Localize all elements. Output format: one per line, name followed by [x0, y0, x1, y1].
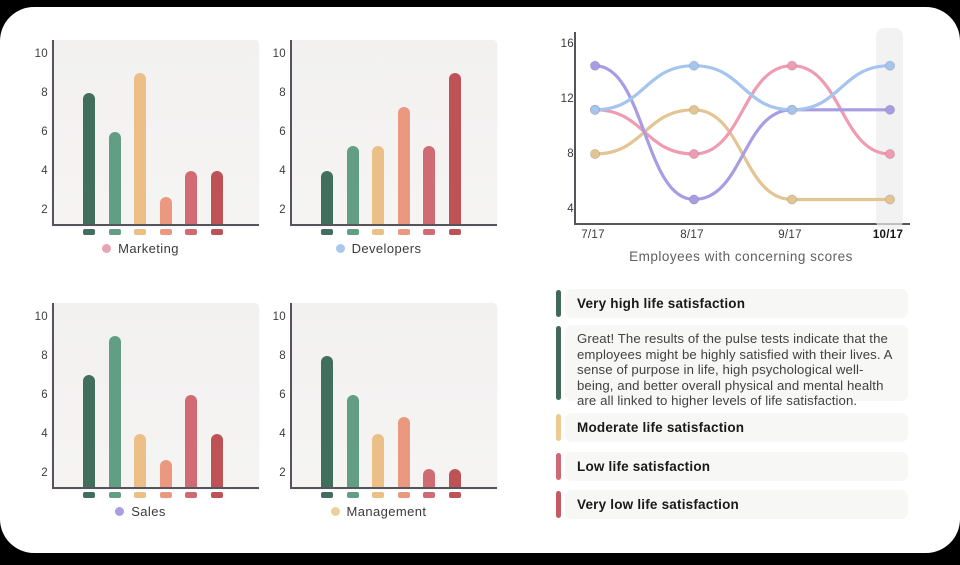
sales-bar-6[interactable] — [211, 434, 223, 487]
sales-bar-foot-6 — [211, 492, 223, 498]
sales-legend-label: Sales — [131, 504, 166, 519]
low-accent-bar — [556, 453, 561, 480]
y-axis-tick-10: 10 — [34, 310, 48, 323]
developers-bar-feet — [292, 229, 497, 235]
y-axis-tick-4: 4 — [279, 428, 286, 441]
management-bar-4[interactable] — [398, 417, 410, 487]
moderate-satisfaction-row — [556, 413, 908, 442]
y-axis-tick-6: 6 — [279, 126, 286, 138]
line-x-label-7-17: 7/17 — [581, 229, 605, 241]
developers-legend-label: Developers — [351, 241, 422, 256]
management-bar-foot-4 — [398, 492, 410, 498]
y-axis-tick-4: 4 — [279, 165, 286, 178]
sales-point-7-17[interactable] — [590, 61, 599, 70]
developers-bar-1[interactable] — [321, 171, 333, 224]
y-axis-tick-2: 2 — [279, 467, 286, 480]
sales-point-8-17[interactable] — [689, 195, 698, 204]
developers-bar-foot-4 — [398, 229, 410, 235]
marketing-bar-chart[interactable] — [20, 40, 261, 270]
marketing-bar-5[interactable] — [185, 171, 197, 224]
developers-point-7-17[interactable] — [590, 105, 599, 114]
satisfaction-description-row — [556, 325, 908, 409]
management-point-8-17[interactable] — [689, 105, 698, 114]
management-point-10-17[interactable] — [885, 195, 894, 204]
marketing-bar-2[interactable] — [109, 132, 121, 224]
y-axis-tick-8: 8 — [41, 86, 48, 99]
marketing-plot-area[interactable] — [52, 40, 259, 226]
marketing-bar-foot-6 — [211, 229, 223, 235]
y-axis-tick-2: 2 — [41, 204, 48, 217]
sales-bar-foot-3 — [134, 492, 146, 498]
y-axis-tick-8: 8 — [279, 349, 286, 362]
marketing-bar-foot-5 — [185, 229, 197, 235]
management-bar-feet — [292, 492, 497, 498]
y-axis-tick-4: 4 — [41, 165, 48, 178]
management-bar-foot-3 — [372, 492, 384, 498]
y-axis-tick-10: 10 — [272, 47, 286, 60]
developers-legend-dot — [336, 244, 345, 253]
description-accent-bar — [556, 326, 561, 400]
developers-point-9-17[interactable] — [787, 105, 796, 114]
management-bar-foot-5 — [423, 492, 435, 498]
very-high-accent-bar — [556, 290, 561, 317]
marketing-bar-foot-4 — [160, 229, 172, 235]
low-satisfaction-label: Low life satisfaction — [577, 459, 711, 474]
sales-bar-foot-5 — [185, 492, 197, 498]
very-high-satisfaction-row — [556, 289, 908, 318]
y-axis-tick-10: 10 — [34, 47, 48, 60]
marketing-bar-1[interactable] — [83, 93, 95, 224]
management-bar-2[interactable] — [347, 395, 359, 487]
y-axis-tick-4: 4 — [41, 428, 48, 441]
sales-point-10-17[interactable] — [885, 105, 894, 114]
sales-plot-area[interactable] — [52, 303, 259, 489]
line-y-tick-12: 12 — [560, 92, 574, 105]
marketing-bar-foot-3 — [134, 229, 146, 235]
line-x-label-8-17: 8/17 — [680, 229, 704, 241]
management-bar-5[interactable] — [423, 469, 435, 487]
sales-bar-foot-4 — [160, 492, 172, 498]
very-low-accent-bar — [556, 491, 561, 518]
developers-legend[interactable] — [258, 241, 499, 256]
sales-bar-foot-2 — [109, 492, 121, 498]
developers-bar-foot-1 — [321, 229, 333, 235]
management-legend-dot — [331, 507, 340, 516]
marketing-point-10-17[interactable] — [885, 149, 894, 158]
management-bar-6[interactable] — [449, 469, 461, 487]
management-bar-3[interactable] — [372, 434, 384, 487]
y-axis-tick-2: 2 — [41, 467, 48, 480]
sales-bar-chart[interactable] — [20, 303, 261, 533]
sales-bar-1[interactable] — [83, 375, 95, 487]
line-chart-title: Employees with concerning scores — [629, 249, 853, 264]
sales-y-axis — [20, 303, 52, 487]
management-bar-foot-1 — [321, 492, 333, 498]
concerning-scores-line-chart[interactable] — [546, 26, 916, 276]
line-x-label-10-17: 10/17 — [872, 229, 904, 241]
marketing-bar-4[interactable] — [160, 197, 172, 224]
management-bar-foot-2 — [347, 492, 359, 498]
marketing-bar-3[interactable] — [134, 73, 146, 224]
marketing-bar-6[interactable] — [211, 171, 223, 224]
developers-line — [595, 66, 890, 110]
y-axis-tick-8: 8 — [279, 86, 286, 99]
y-axis-tick-8: 8 — [41, 349, 48, 362]
marketing-bar-feet — [54, 229, 259, 235]
developers-bar-foot-2 — [347, 229, 359, 235]
developers-bar-6[interactable] — [449, 73, 461, 224]
line-chart-plot-area[interactable] — [574, 32, 910, 225]
developers-bar-foot-5 — [423, 229, 435, 235]
sales-bar-5[interactable] — [185, 395, 197, 487]
line-y-tick-4: 4 — [567, 203, 574, 216]
y-axis-tick-6: 6 — [41, 126, 48, 138]
y-axis-tick-10: 10 — [272, 310, 286, 323]
sales-bar-feet — [54, 492, 259, 498]
management-point-7-17[interactable] — [590, 149, 599, 158]
developers-bar-4[interactable] — [398, 107, 410, 224]
developers-bar-3[interactable] — [372, 146, 384, 224]
management-bar-chart[interactable] — [258, 303, 499, 533]
y-axis-tick-6: 6 — [41, 389, 48, 401]
developers-bar-2[interactable] — [347, 146, 359, 224]
marketing-legend-label: Marketing — [118, 241, 179, 256]
marketing-bar-foot-2 — [109, 229, 121, 235]
very-high-satisfaction-label: Very high life satisfaction — [577, 296, 746, 311]
line-chart-canvas — [576, 32, 910, 223]
low-satisfaction-row — [556, 452, 908, 481]
life-satisfaction-key — [556, 289, 908, 521]
developers-bar-chart[interactable] — [258, 40, 499, 270]
y-axis-tick-2: 2 — [279, 204, 286, 217]
line-y-tick-8: 8 — [567, 147, 574, 160]
developers-bar-5[interactable] — [423, 146, 435, 224]
sales-legend-dot — [115, 507, 124, 516]
management-legend[interactable] — [258, 504, 499, 519]
developers-point-8-17[interactable] — [689, 61, 698, 70]
moderate-accent-bar — [556, 414, 561, 441]
line-x-label-9-17: 9/17 — [778, 229, 802, 241]
very-low-satisfaction-row — [556, 490, 908, 519]
marketing-bar-foot-1 — [83, 229, 95, 235]
management-point-9-17[interactable] — [787, 195, 796, 204]
marketing-point-8-17[interactable] — [689, 149, 698, 158]
line-y-tick-16: 16 — [560, 37, 574, 50]
management-bar-1[interactable] — [321, 356, 333, 487]
moderate-satisfaction-label: Moderate life satisfaction — [577, 420, 745, 435]
developers-bar-foot-6 — [449, 229, 461, 235]
management-bar-foot-6 — [449, 492, 461, 498]
marketing-legend-dot — [102, 244, 111, 253]
marketing-y-axis — [20, 40, 52, 224]
very-low-satisfaction-label: Very low life satisfaction — [577, 497, 740, 512]
developers-plot-area[interactable] — [290, 40, 497, 226]
sales-bar-foot-1 — [83, 492, 95, 498]
marketing-legend[interactable] — [20, 241, 261, 256]
sales-bar-3[interactable] — [134, 434, 146, 487]
management-y-axis — [258, 303, 290, 487]
marketing-point-9-17[interactable] — [787, 61, 796, 70]
sales-bar-4[interactable] — [160, 460, 172, 487]
sales-bar-2[interactable] — [109, 336, 121, 487]
developers-point-10-17[interactable] — [885, 61, 894, 70]
y-axis-tick-6: 6 — [279, 389, 286, 401]
management-plot-area[interactable] — [290, 303, 497, 489]
developers-y-axis — [258, 40, 290, 224]
management-legend-label: Management — [346, 504, 427, 519]
satisfaction-description-text: Great! The results of the pulse tests indicate that the employees might be highly satisfied with their lives. A sense of purpose in life, high psychological well-being, and better overall physical and mental health are all linked to higher levels of life satisfaction. — [577, 331, 892, 409]
sales-legend[interactable] — [20, 504, 261, 519]
developers-bar-foot-3 — [372, 229, 384, 235]
